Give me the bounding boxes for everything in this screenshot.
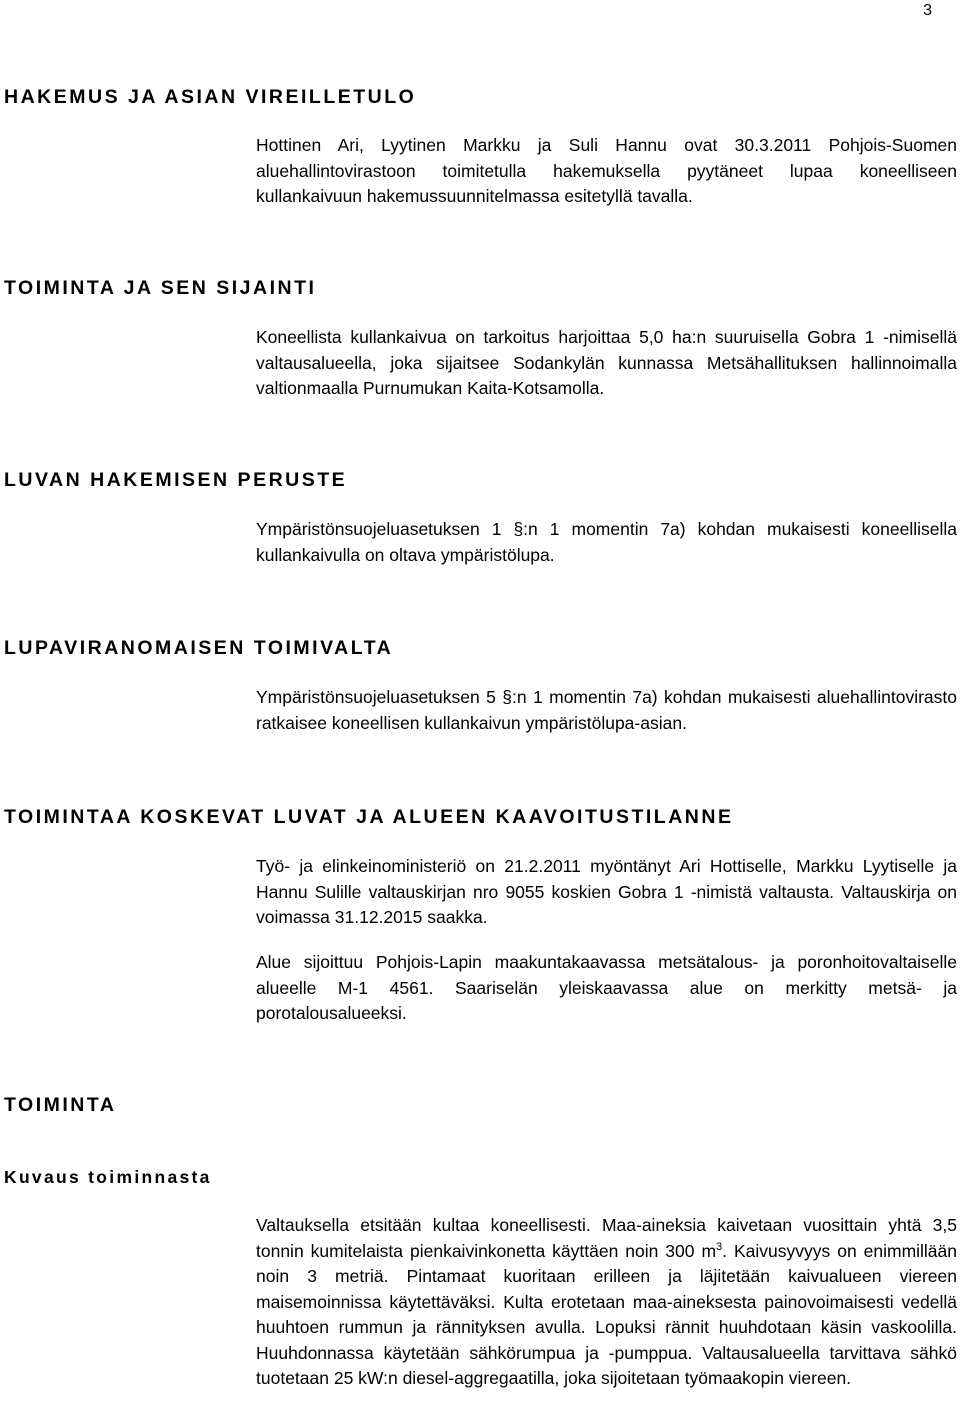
paragraph-activity-description <box>256 1213 957 1392</box>
page-number: 3 <box>923 2 932 19</box>
heading-permits-zoning: TOIMINTAA KOSKEVAT LUVAT JA ALUEEN KAAVOITUSTILANNE <box>4 806 734 828</box>
heading-authority-competence: LUPAVIRANOMAISEN TOIMIVALTA <box>4 637 394 659</box>
heading-activity-location: TOIMINTA JA SEN SIJAINTI <box>4 277 317 299</box>
paragraph-permit-basis: Ympäristönsuojeluasetuksen 1 §:n 1 momentin 7a) kohdan mukaisesti koneellisella kullankaivulla on oltava ympäristölupa. <box>256 519 957 565</box>
heading-application: HAKEMUS JA ASIAN VIREILLETULO <box>4 86 417 108</box>
activity-text-part-1: Valtauksella etsitään kultaa koneellisesti. Maa-aineksia kaivetaan vuosittain yhtä 3,5 tonnin kumitelaista pienkaivinkonetta käyttäen noin 300 m <box>256 1215 957 1261</box>
heading-permit-basis: LUVAN HAKEMISEN PERUSTE <box>4 469 348 491</box>
subheading-activity-description: Kuvaus toiminnasta <box>4 1167 212 1187</box>
activity-text-part-2: . Kaivusyvyys on enimmillään noin 3 metriä. Pintamaat kuoritaan erilleen ja läjitetään kaivualueen viereen maisemoinnissa käytettäväksi. Kulta erotetaan maa-aineksesta painovoimaisesti vedellä huuhtoen rummun ja rännityksen avulla. Lopuksi rännit huuhdotaan käsin vaskoolilla. Huuhdonnassa käytetään sähkörumpua ja -pumppua. Valtausalueella tarvittava sähkö tuotetaan 25 kW:n diesel-aggregaatilla, joka sijoitetaan työmaakopin viereen. <box>256 1240 958 1388</box>
paragraph-zoning: Alue sijoittuu Pohjois-Lapin maakuntakaavassa metsätalous- ja poronhoitovaltaiselle alueelle M-1 4561. Saariselän yleiskaavassa alue on merkitty metsä- ja porotalousalueeksi. <box>256 952 957 1023</box>
heading-activity: TOIMINTA <box>4 1094 117 1116</box>
paragraph-permits: Työ- ja elinkeinoministeriö on 21.2.2011 myöntänyt Ari Hottiselle, Markku Lyytiselle ja Hannu Sulille valtauskirjan nro 9055 koskien Gobra 1 -nimistä valtausta. Valtauskirja on voimassa 31.12.2015 saakka. <box>256 856 957 927</box>
paragraph-activity-location: Koneellista kullankaivua on tarkoitus harjoittaa 5,0 ha:n suuruisella Gobra 1 -nimisellä valtausalueella, joka sijaitsee Sodankylän kunnassa Metsähallituksen hallinnoimalla valtionmaalla Purnumukan Kaita-Kotsamolla. <box>256 327 957 398</box>
paragraph-application: Hottinen Ari, Lyytinen Markku ja Suli Hannu ovat 30.3.2011 Pohjois-Suomen aluehallintovirastoon toimitetulla hakemuksella pyytäneet lupaa koneelliseen kullankaivuun hakemussuunnitelmassa esitetyllä tavalla. <box>256 135 957 206</box>
paragraph-authority-competence: Ympäristönsuojeluasetuksen 5 §:n 1 momentin 7a) kohdan mukaisesti aluehallintovirasto ratkaisee koneellisen kullankaivun ympäristölupa-asian. <box>256 687 957 733</box>
superscript-cubic: 3 <box>716 1240 723 1253</box>
